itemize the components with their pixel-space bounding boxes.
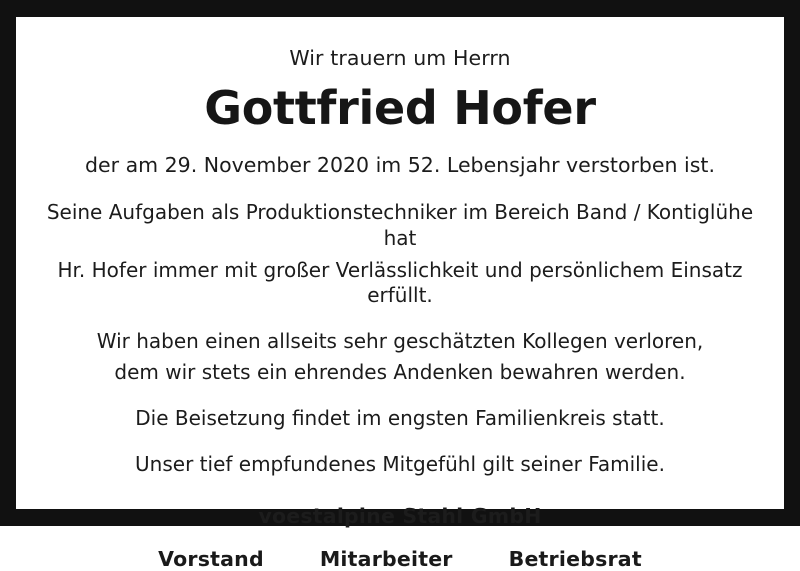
paragraph-condolences-line-1: Unser tief empfundenes Mitgefühl gilt seiner Familie.: [135, 451, 665, 476]
paragraph-tribute-line-2: dem wir stets ein ehrendes Andenken bewahren werden.: [114, 360, 686, 385]
paragraph-tribute-line-1: Wir haben einen allseits sehr geschätzten Kollegen verloren,: [96, 328, 704, 353]
intro-text: Wir trauern um Herrn: [289, 46, 511, 70]
signer-betriebsrat: Betriebsrat: [508, 547, 642, 571]
signer-vorstand: Vorstand: [158, 547, 264, 571]
paragraph-funeral: [40, 406, 760, 432]
paragraph-role-line-2: Hr. Hofer immer mit großer Verlässlichkeit und persönlichem Einsatz erfüllt.: [57, 257, 743, 308]
paragraph-role: [40, 200, 760, 308]
signer-mitarbeiter: Mitarbeiter: [319, 547, 453, 571]
death-date-text: der am 29. November 2020 im 52. Lebensjahr verstorben ist.: [85, 153, 715, 178]
paragraph-tribute: [40, 329, 760, 386]
deceased-name: Gottfried Hofer: [204, 81, 596, 136]
signers-row: [40, 547, 760, 571]
paragraph-role-line-1: Seine Aufgaben als Produktionstechniker im Bereich Band / Kontiglühe hat: [46, 200, 754, 250]
paragraph-condolences: [40, 452, 760, 478]
paragraph-funeral-line-1: Die Beisetzung findet im engsten Familienkreis statt.: [135, 405, 665, 430]
company-name: voestalpine Stahl GmbH: [258, 504, 542, 529]
obituary-content: [16, 17, 784, 571]
